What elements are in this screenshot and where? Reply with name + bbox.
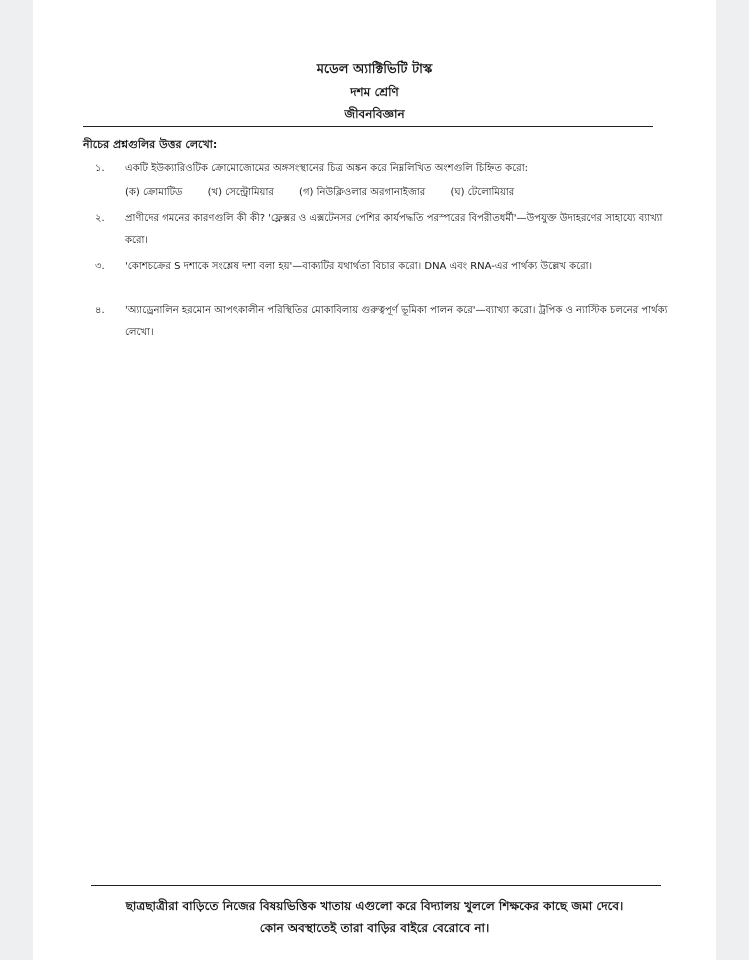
question-number: ১. [95, 163, 105, 174]
class-label: দশম শ্রেণি [350, 85, 399, 99]
option-d: (ঘ) টেলোমিয়ার [450, 187, 515, 198]
option-c: (গ) নিউক্লিওলার অরগানাইজার [299, 187, 426, 198]
question-text: একটি ইউক্যারিওটিক ক্রোমোজোমের অঙ্গসংস্থানের চিত্র অঙ্কন করে নিম্নলিখিত অংশগুলি চিহ্নিত করো: [125, 163, 528, 174]
footer-note-line-2: কোন অবস্থাতেই তারা বাড়ির বাইরে বেরোবে না। [259, 921, 490, 935]
document-page [33, 0, 716, 960]
document-title: মডেল অ্যাক্টিভিটি টাস্ক [316, 62, 433, 77]
question-text: 'কোশচক্রের S দশাকে সংশ্লেষ দশা বলা হয়'—বাক্যটির যথার্থতা বিচার করো। DNA এবং RNA-এর পার্থক্য উল্লেখ করো। [125, 261, 593, 272]
header-divider [83, 126, 653, 127]
option-a: (ক) ক্রোমাটিড [125, 187, 183, 198]
question-number: ৩. [95, 261, 105, 272]
footer-note-line-1: ছাত্রছাত্রীরা বাড়িতে নিজের বিষয়ভিত্তিক খাতায় এগুলো করে বিদ্যালয় খুললে শিক্ষকের কাছে জমা দেবে। [125, 899, 624, 913]
subject-label: জীবনবিজ্ঞান [344, 107, 405, 121]
question-text: 'অ্যাড্রেনালিন হরমোন আপৎকালীন পরিস্থিতির মোকাবিলায় গুরুত্বপূর্ণ ভূমিকা পালন করে'—ব্যাখ্যা করো। ট্রপিক ও ন্যাস্টিক চলনের পার্থক্য লেখো। [125, 305, 668, 338]
option-b: (খ) সেন্ট্রোমিয়ার [207, 187, 274, 198]
question-number: ৪. [95, 305, 105, 316]
question-number: ২. [95, 213, 105, 224]
question-1-options [125, 182, 536, 204]
footer-divider [91, 885, 661, 886]
instruction-text: নীচের প্রশ্নগুলির উত্তর লেখো: [83, 138, 218, 151]
question-text: প্রাণীদের গমনের কারণগুলি কী কী? 'ফ্লেক্সর ও এক্সটেনসর পেশির কার্যপদ্ধতি পরস্পরের বিপরীতধর্মী'—উপযুক্ত উদাহরণের সাহায্যে ব্যাখ্যা করো। [125, 213, 663, 246]
